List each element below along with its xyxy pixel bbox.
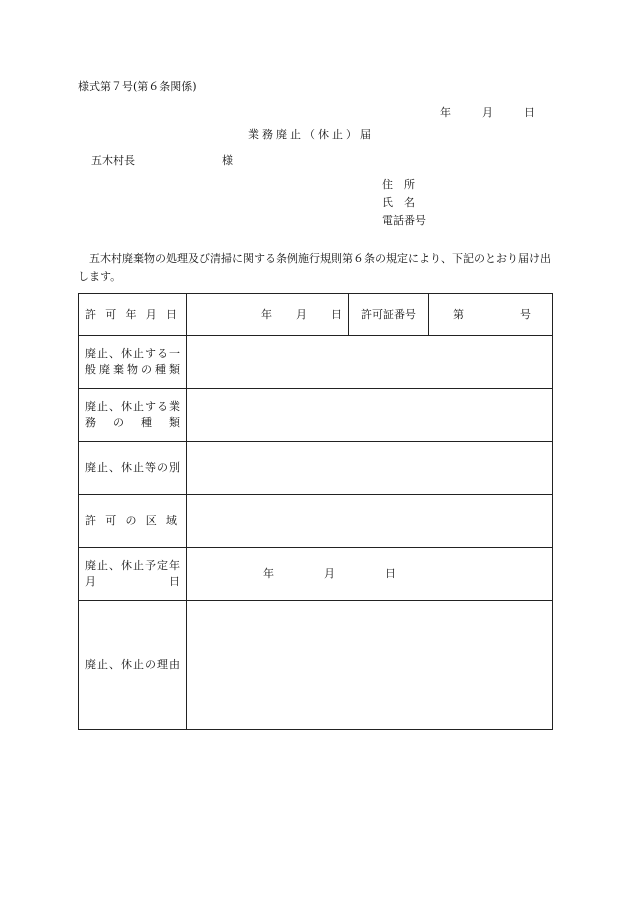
addressee-name: 五木村長 [91,154,135,167]
cert-number-field[interactable]: 第 号 [429,294,553,336]
abolish-suspend-field[interactable] [187,442,553,495]
label-cert-number: 許可証番号 [349,294,429,336]
label-permit-date: 許可年月日 [79,294,187,336]
permit-date-field[interactable]: 年 月 日 [187,294,349,336]
label-reason: 廃止、休止の理由 [79,601,187,730]
label-business-type: 廃止、休止する業務の種類 [79,389,187,442]
table-row-abolish-suspend [79,442,553,495]
reason-field[interactable] [187,601,553,730]
label-waste-type: 廃止、休止する一般廃棄物の種類 [79,336,187,389]
table-row-permit-date [79,294,553,336]
table-row-permit-area [79,495,553,548]
document-title: 業務廃止（休止）届 [248,128,374,141]
waste-type-field[interactable] [187,336,553,389]
applicant-name: 氏 名 [382,196,415,209]
applicant-address: 住 所 [382,178,415,191]
addressee [91,154,233,168]
business-type-field[interactable] [187,389,553,442]
label-permit-area: 許可の区域 [79,495,187,548]
notice-text: 五木村廃棄物の処理及び清掃に関する条例施行規則第６条の規定により、下記のとおり届け出します。 [78,252,551,283]
label-abolish-suspend: 廃止、休止等の別 [79,442,187,495]
table-row-business-type [79,389,553,442]
addressee-honorific: 様 [222,154,233,167]
date-line [440,106,535,120]
date-month: 月 [482,106,493,119]
notification-table [78,293,553,730]
date-year: 年 [440,106,451,119]
table-row-waste-type [79,336,553,389]
scheduled-date-field[interactable]: 年 月 日 [187,548,553,601]
table-row-scheduled-date [79,548,553,601]
form-number: 様式第７号(第６条関係) [78,80,197,93]
table-row-reason [79,601,553,730]
date-day: 日 [524,106,535,119]
permit-area-field[interactable] [187,495,553,548]
label-scheduled-date: 廃止、休止予定年月日 [79,548,187,601]
applicant-phone: 電話番号 [382,214,426,227]
